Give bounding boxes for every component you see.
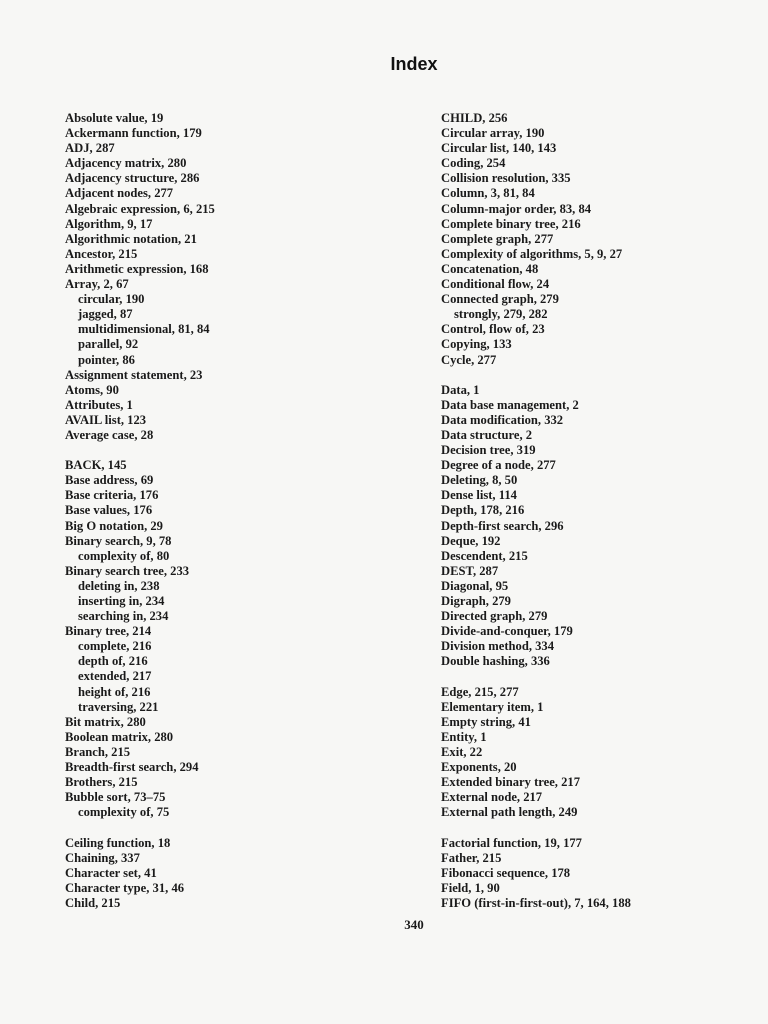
index-entry: Circular array, 190 xyxy=(441,126,545,141)
index-entry: Absolute value, 19 xyxy=(65,111,164,125)
index-subentry: complexity of, 75 xyxy=(78,805,170,820)
index-entry: Arithmetic expression, 168 xyxy=(65,261,209,276)
index-entry: Brothers, 215 xyxy=(65,775,138,790)
index-subentry: searching in, 234 xyxy=(78,609,169,624)
index-entry: Branch, 215 xyxy=(65,744,131,759)
index-entry: Connected graph, 279 xyxy=(441,292,559,307)
index-entry: Binary search tree, 233 xyxy=(65,563,190,578)
index-subentry: strongly, 279, 282 xyxy=(454,307,548,322)
index-entry: Data modification, 332 xyxy=(441,412,564,427)
index-entry: Depth-first search, 296 xyxy=(441,518,564,533)
section-gap xyxy=(65,443,395,458)
index-subentry: jagged, 87 xyxy=(78,307,133,322)
index-subentry: height of, 216 xyxy=(78,684,151,699)
index-entry: Ackermann function, 179 xyxy=(65,126,202,141)
index-entry: Extended binary tree, 217 xyxy=(441,775,580,790)
section-gap xyxy=(65,820,395,835)
index-entry: Ancestor, 215 xyxy=(65,246,138,261)
index-entry: Directed graph, 279 xyxy=(441,609,548,624)
index-entry: Exit, 22 xyxy=(441,744,483,759)
index-entry: Algebraic expression, 6, 215 xyxy=(65,201,215,216)
index-entry: Column, 3, 81, 84 xyxy=(441,186,535,201)
index-entry: Data base management, 2 xyxy=(441,397,579,412)
index-entry: Chaining, 337 xyxy=(65,850,140,865)
index-column-left xyxy=(65,111,395,911)
index-entry: Digraph, 279 xyxy=(441,594,511,608)
index-entry: Data structure, 2 xyxy=(441,427,533,442)
index-subentry: parallel, 92 xyxy=(78,337,139,352)
index-entry: ADJ, 287 xyxy=(65,141,115,156)
index-entry: Big O notation, 29 xyxy=(65,518,163,533)
index-entry: AVAIL list, 123 xyxy=(65,412,147,427)
index-subentry: extended, 217 xyxy=(78,669,152,684)
index-subentry: multidimensional, 81, 84 xyxy=(78,322,210,337)
section-gap xyxy=(441,669,761,684)
index-subentry: complete, 216 xyxy=(78,639,152,654)
index-entry: Elementary item, 1 xyxy=(441,699,544,714)
index-entry: CHILD, 256 xyxy=(441,111,508,125)
index-entry: Collision resolution, 335 xyxy=(441,171,571,186)
index-entry: Edge, 215, 277 xyxy=(441,684,519,699)
index-entry: Double hashing, 336 xyxy=(441,654,550,669)
index-entry: Field, 1, 90 xyxy=(441,880,500,895)
index-entry: Fibonacci sequence, 178 xyxy=(441,865,571,880)
index-entry: Diagonal, 95 xyxy=(441,578,509,593)
index-column-right xyxy=(441,111,761,911)
index-entry: Average case, 28 xyxy=(65,427,154,442)
index-entry: Empty string, 41 xyxy=(441,714,531,729)
index-entry: Base values, 176 xyxy=(65,503,153,518)
index-subentry: deleting in, 238 xyxy=(78,578,160,593)
index-entry: Degree of a node, 277 xyxy=(441,458,556,473)
index-entry: Cycle, 277 xyxy=(441,352,497,367)
index-entry: Depth, 178, 216 xyxy=(441,503,525,518)
index-entry: Father, 215 xyxy=(441,850,502,865)
page-title: Index xyxy=(390,54,438,74)
index-entry: Data, 1 xyxy=(441,382,480,397)
index-entry: Binary tree, 214 xyxy=(65,624,152,639)
index-entry: Complete graph, 277 xyxy=(441,231,554,246)
index-subentry: depth of, 216 xyxy=(78,654,148,669)
index-entry: Adjacency matrix, 280 xyxy=(65,156,187,171)
index-entry: Base address, 69 xyxy=(65,473,154,488)
index-entry: Control, flow of, 23 xyxy=(441,322,545,337)
index-entry: Bubble sort, 73–75 xyxy=(65,790,166,805)
index-entry: Entity, 1 xyxy=(441,729,487,744)
index-entry: Conditional flow, 24 xyxy=(441,277,550,292)
index-entry: Character set, 41 xyxy=(65,865,157,880)
section-gap xyxy=(441,368,761,383)
index-entry: Complexity of algorithms, 5, 9, 27 xyxy=(441,246,623,261)
index-entry: Character type, 31, 46 xyxy=(65,880,185,895)
index-entry: Adjacent nodes, 277 xyxy=(65,186,174,201)
index-entry: BACK, 145 xyxy=(65,458,127,473)
index-subentry: pointer, 86 xyxy=(78,352,135,367)
index-entry: Complete binary tree, 216 xyxy=(441,216,581,231)
index-entry: Binary search, 9, 78 xyxy=(65,533,172,548)
page-number: 340 xyxy=(404,917,424,932)
index-subentry: traversing, 221 xyxy=(78,699,159,714)
index-entry: Array, 2, 67 xyxy=(65,277,129,292)
index-entry: External path length, 249 xyxy=(441,805,578,820)
index-entry: Decision tree, 319 xyxy=(441,443,536,458)
index-entry: Copying, 133 xyxy=(441,337,512,352)
index-entry: Factorial function, 19, 177 xyxy=(441,835,582,850)
index-entry: Base criteria, 176 xyxy=(65,488,159,503)
index-entry: Deque, 192 xyxy=(441,533,501,548)
index-entry: Atoms, 90 xyxy=(65,382,119,397)
index-subentry: complexity of, 80 xyxy=(78,548,170,563)
index-entry: Bit matrix, 280 xyxy=(65,714,146,729)
index-entry: DEST, 287 xyxy=(441,563,499,578)
index-entry: Circular list, 140, 143 xyxy=(441,141,557,156)
index-entry: Breadth-first search, 294 xyxy=(65,760,199,775)
index-entry: FIFO (first-in-first-out), 7, 164, 188 xyxy=(441,895,631,910)
index-entry: Coding, 254 xyxy=(441,156,506,171)
index-entry: Assignment statement, 23 xyxy=(65,367,203,382)
section-gap xyxy=(441,820,761,835)
index-entry: Divide-and-conquer, 179 xyxy=(441,624,573,639)
index-entry: Boolean matrix, 280 xyxy=(65,729,174,744)
index-entry: Ceiling function, 18 xyxy=(65,835,171,850)
index-entry: Child, 215 xyxy=(65,895,121,910)
index-entry: Column-major order, 83, 84 xyxy=(441,201,592,216)
index-entry: External node, 217 xyxy=(441,790,543,805)
index-entry: Deleting, 8, 50 xyxy=(441,473,518,488)
index-entry: Concatenation, 48 xyxy=(441,261,539,276)
index-entry: Dense list, 114 xyxy=(441,488,517,503)
index-subentry: inserting in, 234 xyxy=(78,594,165,608)
index-entry: Attributes, 1 xyxy=(65,397,133,412)
index-entry: Descendent, 215 xyxy=(441,548,528,563)
index-entry: Algorithmic notation, 21 xyxy=(65,231,197,246)
index-subentry: circular, 190 xyxy=(78,292,145,307)
index-entry: Division method, 334 xyxy=(441,639,555,654)
index-entry: Exponents, 20 xyxy=(441,760,517,775)
index-entry: Adjacency structure, 286 xyxy=(65,171,200,186)
index-entry: Algorithm, 9, 17 xyxy=(65,216,153,231)
